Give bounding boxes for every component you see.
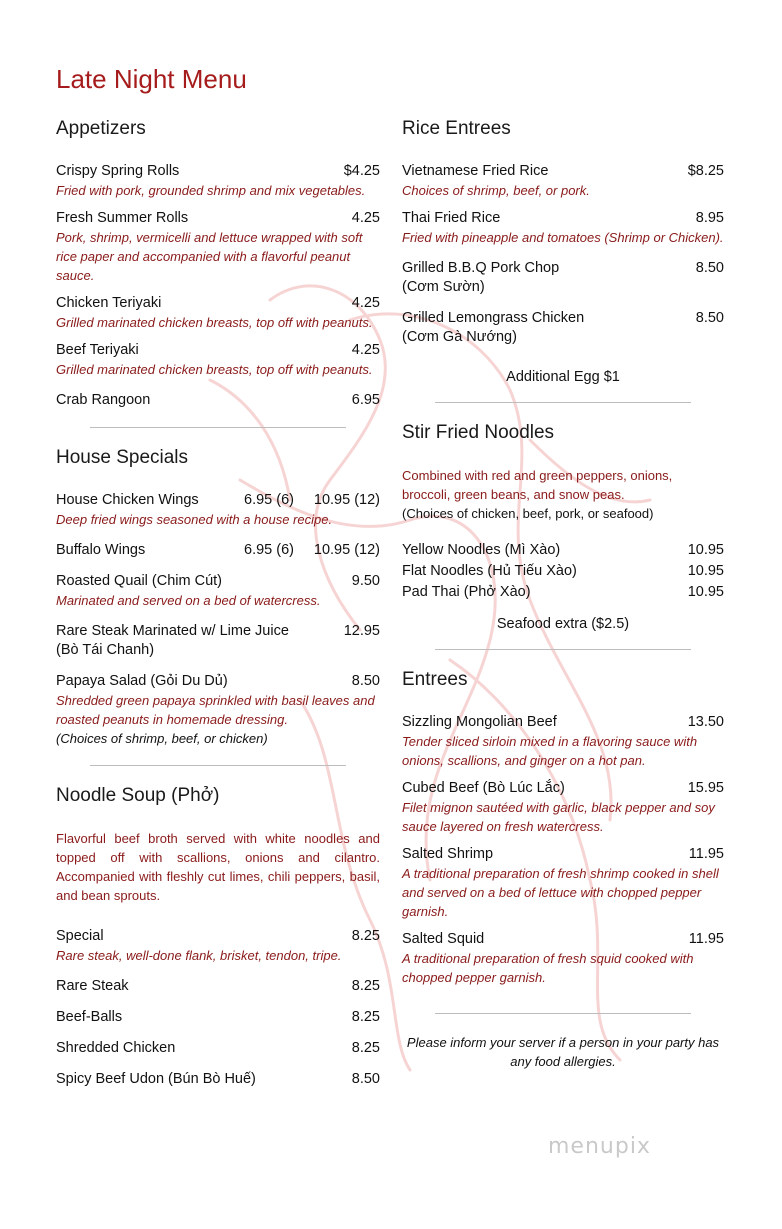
item-name: Grilled B.B.Q Pork Chop <box>402 260 560 276</box>
seafood-extra-note: Seafood extra ($2.5) <box>496 616 630 632</box>
item-vietnamese-name: (Cơm Gà Nướng) <box>402 329 517 345</box>
item-name: Thai Fried Rice <box>402 210 501 226</box>
right-column <box>402 118 724 1071</box>
item-name: Sizzling Mongolian Beef <box>402 714 557 730</box>
rice-entrees-title: Rice Entrees <box>402 118 511 139</box>
menu-item-pho-shredded-chicken <box>56 1039 380 1058</box>
item-price: 4.25 <box>351 210 380 226</box>
menu-item-chicken-teriyaki <box>56 294 380 332</box>
item-price: 10.95 <box>687 584 724 600</box>
item-price-large: 10.95 (12) <box>313 542 380 558</box>
item-name: Beef-Balls <box>56 1009 123 1025</box>
section-divider <box>90 427 346 428</box>
item-price: 8.25 <box>351 978 380 994</box>
menupix-watermark: menupix <box>548 1134 651 1159</box>
item-name: Crab Rangoon <box>56 392 151 408</box>
item-price: 8.50 <box>695 260 724 276</box>
item-price: 11.95 <box>688 931 724 947</box>
item-description: Deep fried wings seasoned with a house recipe. <box>56 512 333 527</box>
item-description: Shredded green papaya sprinkled with basil leaves and roasted peanuts in homemade dressing. <box>56 693 375 727</box>
item-vietnamese-name: (Cơm Sườn) <box>402 279 485 295</box>
item-price: 8.50 <box>695 310 724 326</box>
item-name: Shredded Chicken <box>56 1040 176 1056</box>
section-divider <box>435 1013 691 1014</box>
item-price: 12.95 <box>343 623 380 639</box>
item-description: Marinated and served on a bed of watercress. <box>56 593 321 608</box>
item-name: Vietnamese Fried Rice <box>402 163 549 179</box>
item-price: 8.50 <box>351 1071 380 1087</box>
item-price-small: 6.95 (6) <box>244 492 294 508</box>
item-description: Rare steak, well-done flank, brisket, tendon, tripe. <box>56 948 342 963</box>
item-description: Grilled marinated chicken breasts, top off with peanuts. <box>56 315 373 330</box>
item-price: 4.25 <box>351 295 380 311</box>
menu-item-fresh-summer-rolls <box>56 209 380 285</box>
menu-item-vietnamese-fried-rice <box>402 162 724 200</box>
item-price: 8.95 <box>695 210 724 226</box>
item-name: Rare Steak Marinated w/ Lime Juice <box>56 623 289 639</box>
menu-item-salted-squid <box>402 930 724 987</box>
item-description: Pork, shrimp, vermicelli and lettuce wrapped with soft rice paper and accompanied with a flavorful peanut sauce. <box>56 230 363 283</box>
stir-fried-choices: (Choices of chicken, beef, pork, or seafood) <box>402 506 654 521</box>
item-name: Special <box>56 928 104 944</box>
item-price: 9.50 <box>351 573 380 589</box>
item-name: Salted Shrimp <box>402 846 494 862</box>
section-divider <box>90 765 346 766</box>
item-description: Fried with pork, grounded shrimp and mix vegetables. <box>56 183 366 198</box>
menu-item-crab-rangoon <box>56 391 380 410</box>
item-name: House Chicken Wings <box>56 492 199 508</box>
item-price: 15.95 <box>687 780 724 796</box>
item-price: 10.95 <box>687 542 724 558</box>
noodle-soup-intro: Flavorful beef broth served with white noodles and topped off with scallions, onions and cilantro. Accompanied with fleshly cut limes, chili peppers, basil, and bean sprouts. <box>56 831 380 903</box>
stir-fried-intro: Combined with red and green peppers, onions, broccoli, green beans, and snow peas. <box>402 468 673 502</box>
item-name: Crispy Spring Rolls <box>56 163 180 179</box>
appetizers-title: Appetizers <box>56 118 146 139</box>
item-price: 13.50 <box>687 714 724 730</box>
menu-item-papaya-salad <box>56 672 380 748</box>
item-description: Fried with pineapple and tomatoes (Shrimp or Chicken). <box>402 230 724 245</box>
item-description: A traditional preparation of fresh squid cooked with chopped pepper garnish. <box>402 951 694 985</box>
item-name: Papaya Salad (Gỏi Du Dủ) <box>56 673 228 689</box>
item-name: Buffalo Wings <box>56 542 146 558</box>
item-name: Grilled Lemongrass Chicken <box>402 310 585 326</box>
item-name: Yellow Noodles (Mì Xào) <box>402 542 561 558</box>
menu-title: Late Night Menu <box>56 64 247 94</box>
item-description: Tender sliced sirloin mixed in a flavoring sauce with onions, scallions, and ginger on a hot pan. <box>402 734 698 768</box>
entrees-title: Entrees <box>402 669 468 690</box>
house-specials-title: House Specials <box>56 447 189 468</box>
menu-item-beef-teriyaki <box>56 341 380 379</box>
item-name: Fresh Summer Rolls <box>56 210 189 226</box>
item-description: Filet mignon sautéed with garlic, black pepper and soy sauce layered on fresh watercress. <box>402 800 715 834</box>
item-name: Rare Steak <box>56 978 129 994</box>
menu-item-roasted-quail <box>56 572 380 610</box>
menu-item-bbq-pork-chop <box>402 259 724 297</box>
section-divider <box>435 649 691 650</box>
item-price: 8.25 <box>351 1009 380 1025</box>
item-price: 8.25 <box>351 1040 380 1056</box>
menu-item-lemongrass-chicken <box>402 309 724 347</box>
item-price: 4.25 <box>351 342 380 358</box>
allergy-note: Please inform your server if a person in your party has any food allergies. <box>406 1035 720 1069</box>
item-description: A traditional preparation of fresh shrimp cooked in shell and served on a bed of lettuce with chopped pepper garnish. <box>402 866 719 919</box>
item-price-large: 10.95 (12) <box>313 492 380 508</box>
menu-item-mongolian-beef <box>402 713 724 770</box>
menu-item-buffalo-wings <box>56 541 380 560</box>
menu-item-rare-steak-lime <box>56 622 380 660</box>
stir-fried-title: Stir Fried Noodles <box>402 422 555 443</box>
item-name: Roasted Quail (Chim Cút) <box>56 573 222 589</box>
menu-item-crispy-spring-rolls <box>56 162 380 200</box>
item-note: (Choices of shrimp, beef, or chicken) <box>56 731 268 746</box>
item-price: $4.25 <box>343 163 380 179</box>
menu-item-flat-noodles <box>402 562 724 581</box>
menu-item-pad-thai <box>402 583 724 602</box>
menu-item-house-chicken-wings <box>56 491 380 529</box>
menu-item-spicy-beef-udon <box>56 1070 380 1089</box>
item-name: Chicken Teriyaki <box>56 295 162 311</box>
item-price: 8.25 <box>351 928 380 944</box>
item-name: Spicy Beef Udon (Bún Bò Huế) <box>56 1071 256 1087</box>
left-column <box>56 118 380 1098</box>
menu-item-cubed-beef <box>402 779 724 836</box>
menu-item-pho-beef-balls <box>56 1008 380 1027</box>
section-divider <box>435 402 691 403</box>
item-name: Salted Squid <box>402 931 485 947</box>
item-price: 6.95 <box>351 392 380 408</box>
menu-item-salted-shrimp <box>402 845 724 921</box>
item-vietnamese-name: (Bò Tái Chanh) <box>56 642 155 658</box>
menu-item-thai-fried-rice <box>402 209 724 247</box>
item-name: Pad Thai (Phở Xào) <box>402 584 531 600</box>
item-name: Flat Noodles (Hủ Tiếu Xào) <box>402 563 577 579</box>
item-description: Choices of shrimp, beef, or pork. <box>402 183 590 198</box>
menu-item-yellow-noodles <box>402 541 724 560</box>
item-price: 10.95 <box>687 563 724 579</box>
item-description: Grilled marinated chicken breasts, top off with peanuts. <box>56 362 373 377</box>
noodle-soup-title: Noodle Soup (Phở) <box>56 785 220 806</box>
item-name: Cubed Beef (Bò Lúc Lắc) <box>402 780 565 796</box>
item-price: $8.25 <box>687 163 724 179</box>
item-price: 11.95 <box>688 846 724 862</box>
item-price: 8.50 <box>351 673 380 689</box>
menu-item-pho-special <box>56 927 380 965</box>
item-price-small: 6.95 (6) <box>244 542 294 558</box>
additional-egg-note: Additional Egg $1 <box>506 369 620 385</box>
item-name: Beef Teriyaki <box>56 342 139 358</box>
menu-item-pho-rare-steak <box>56 977 380 996</box>
